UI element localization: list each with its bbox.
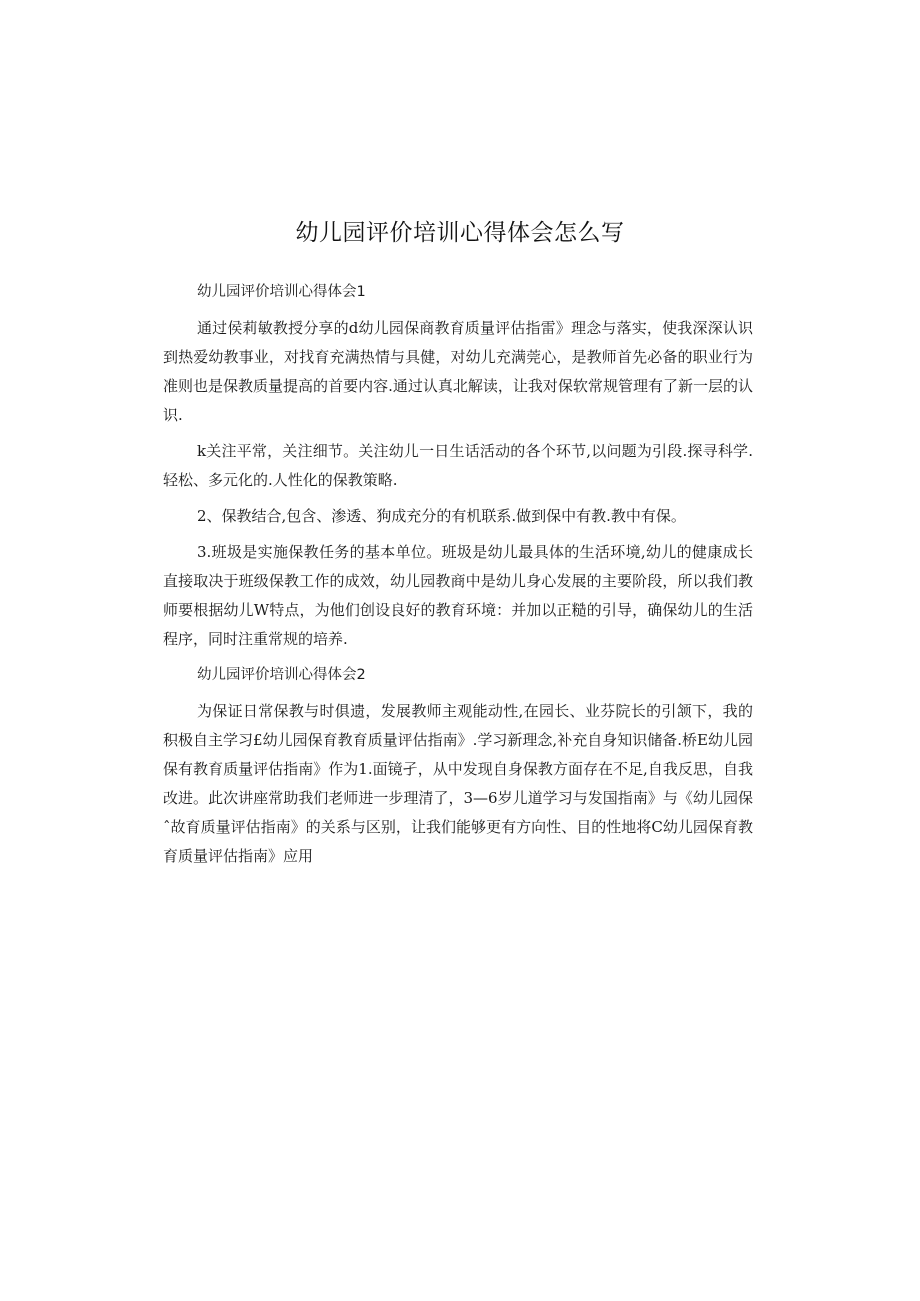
body-paragraph: 通过侯莉敏教授分享的d幼儿园保商教育质量评估指雷》理念与落实，使我深深认识到热爱幼教事业，对找育充满热情与具健，对幼儿充满莞心，是教师首先必备的职业行为准则也是保教质量提高的首要内容.通过认真北解读，让我对保软常规管理有了新一层的认识. bbox=[163, 319, 753, 424]
body-paragraph: 2、保教结合,包含、渗透、狗成充分的有机联系.做到保中有教.教中有保。 bbox=[197, 507, 686, 525]
body-paragraph: 为保证日常保教与时俱遗，发展教师主观能动性,在园长、业芬院长的引颔下，我的积极自主学习£幼儿园保育教育质量评估指南》.学习新理念,补充自身知识储备.桥E幼儿园保有教育质量评估指南》作为1.面镜孑，从中发现自身保教方面存在不足,自我反思，自我改进。此次讲座常助我们老师进一步理清了，3—6岁儿道学习与发国指南》与《幼儿园保ˆ故育质量评估指南》的关系与区别，让我们能够更有方向性、目的性地将C幼儿园保育教育质量评估指南》应用 bbox=[163, 702, 753, 865]
document-title: 幼儿园评价培训心得体会怎么写 bbox=[295, 220, 625, 246]
section-heading: 幼儿园评价培训心得体会1 bbox=[197, 284, 366, 300]
body-paragraph: 3.班圾是实施保教任务的基本单位。班圾是幼儿最具体的生活环境,幼儿的健康成长直接取决于班级保教工作的成效，幼儿园教商中是幼儿身心发展的主要阶段，所以我们教师要根据幼儿W特点，为他们创设良好的教育环境：并加以正糙的引导，确保幼儿的生活程序，同时注重常规的培养. bbox=[163, 543, 753, 648]
section-heading: 幼儿园评价培训心得体会2 bbox=[197, 667, 366, 683]
body-paragraph: k关注平常，关注细节。关注幼儿一日生话活动的各个环节,以问题为引段.探寻科学.轻松、多元化的.人性化的保教策略. bbox=[163, 442, 753, 489]
document-body bbox=[163, 278, 753, 878]
